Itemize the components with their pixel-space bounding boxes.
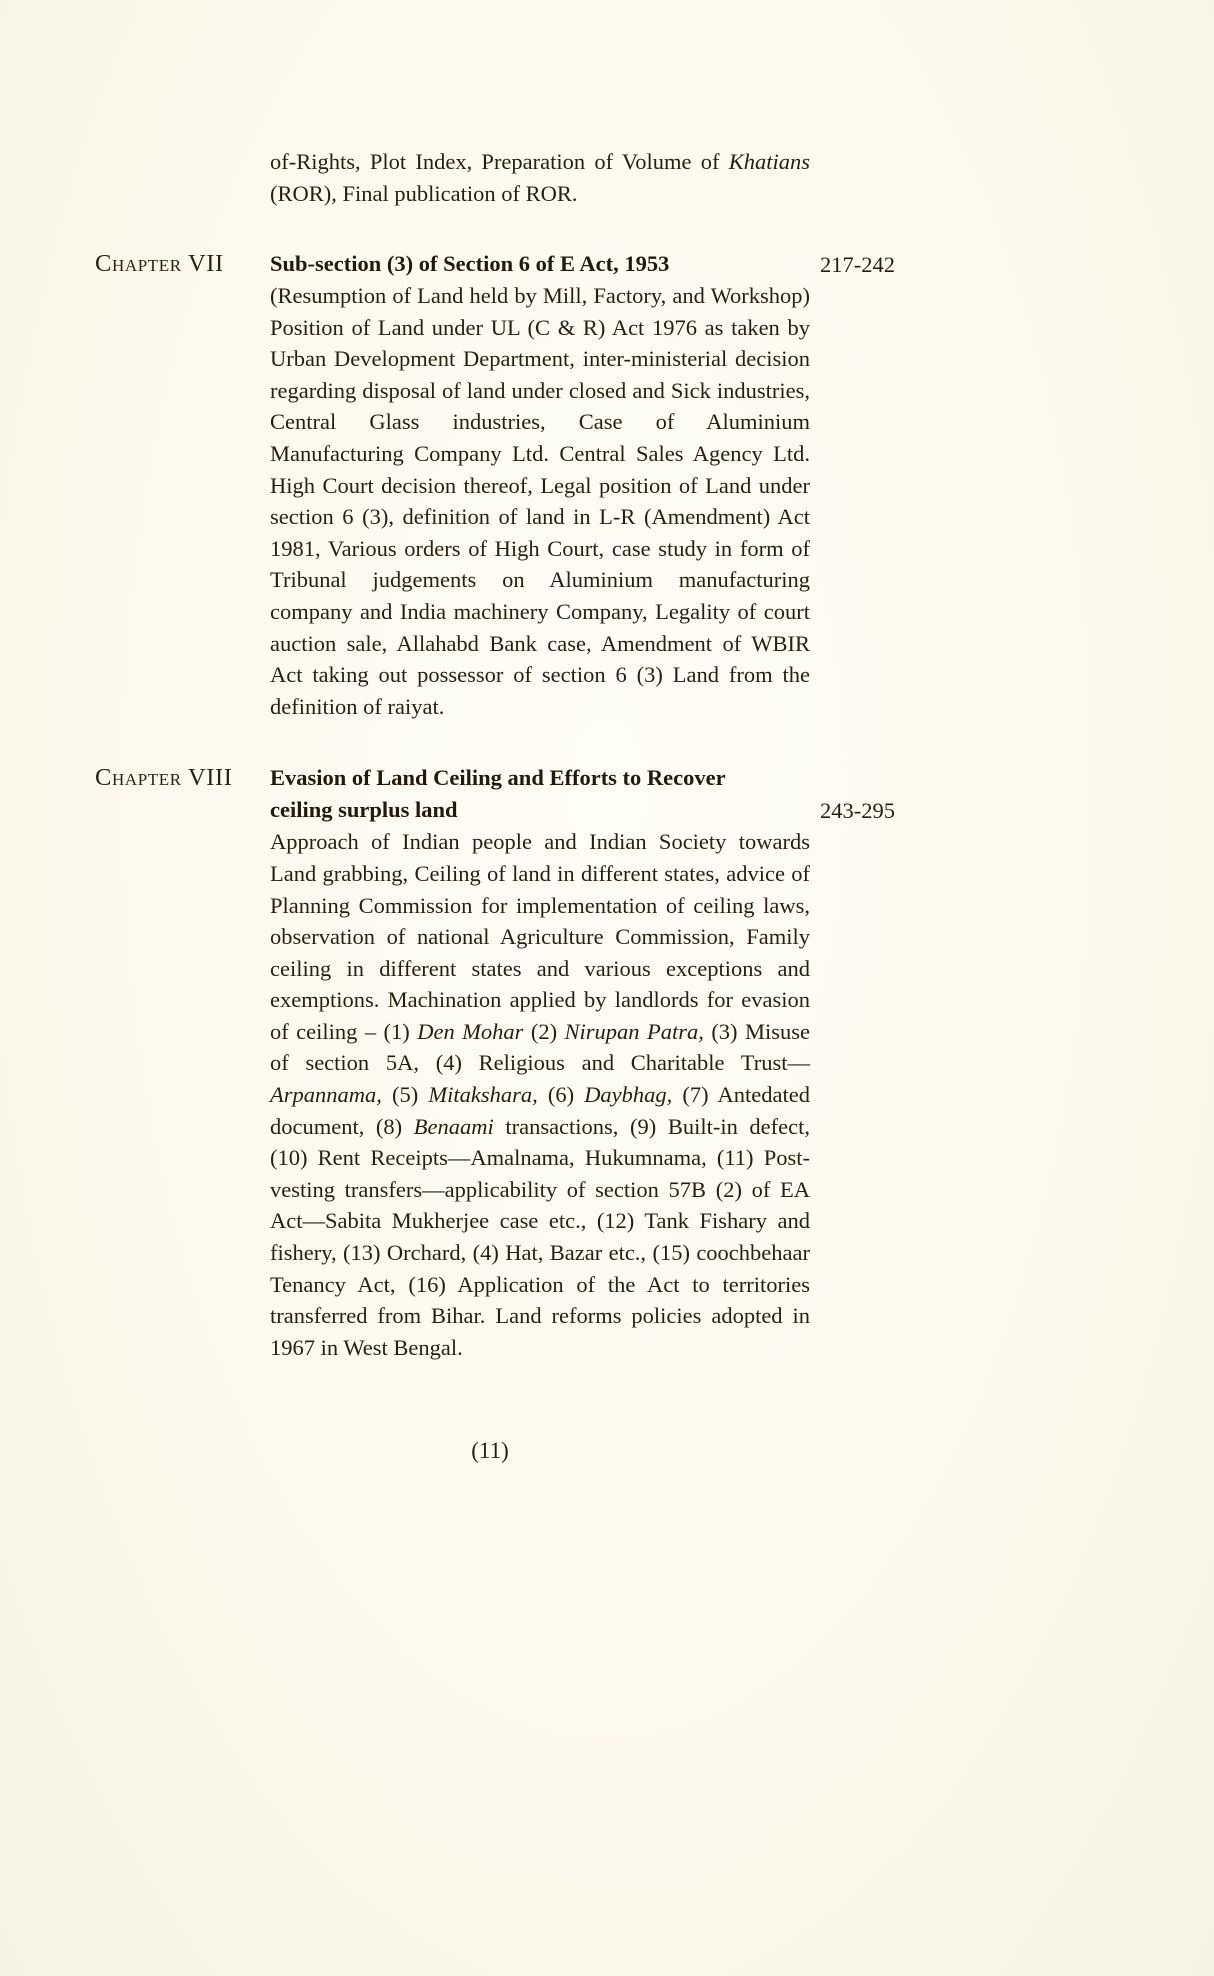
chapter-vii-entry — [95, 248, 1125, 722]
chapter-viii-page-range: 243-295 — [820, 798, 895, 824]
chapter-viii-label: Chapter VIII — [95, 764, 233, 792]
chapter-vii-page-range: 217-242 — [820, 252, 895, 277]
chapter-vii-title: Sub-section (3) of Section 6 of E Act, 1953 — [270, 251, 670, 276]
chapter-viii-description: Approach of Indian people and Indian Society towards Land grabbing, Ceiling of land in different states, advice of Planning Commission for implementation of ceiling laws, observation of national Agriculture Commission, Family ceiling in different states and various exceptions and exemptions. Machination applied by landlords for evasion of ceiling – (1) Den Mohar (2) Nirupan Patra, (3) Misuse of section 5A, (4) Religious and Charitable Trust—Arpannama, (5) Mitakshara, (6) Daybhag, (7) Antedated document, (8) Benaami transactions, (9) Built-in defect, (10) Rent Receipts—Amalnama, Hukumnama, (11) Post-vesting transfers—applicability of section 57B (2) of EA Act—Sabita Mukherjee case etc., (12) Tank Fishary and fishery, (13) Orchard, (4) Hat, Bazar etc., (15) coochbehaar Tenancy Act, (16) Application of the Act to territories transferred from Bihar. Land reforms policies adopted in 1967 in West Bengal. — [270, 829, 810, 1360]
chapter-viii-title-line2: ceiling surplus land — [270, 797, 458, 823]
page-number: (11) — [471, 1438, 509, 1463]
chapter-viii-title — [270, 762, 810, 826]
chapter-vii-text — [270, 248, 810, 722]
chapter-viii-text — [270, 762, 810, 1363]
page-content — [95, 0, 1125, 1363]
chapter-viii-title-line1: Evasion of Land Ceiling and Efforts to Recover — [270, 765, 726, 791]
continuation-paragraph: of-Rights, Plot Index, Preparation of Volume of Khatians (ROR), Final publication of ROR. — [270, 149, 810, 206]
chapter-vii-description: (Resumption of Land held by Mill, Factory, and Workshop) Position of Land under UL (C & R) Act 1976 as taken by Urban Development Department, inter-ministerial decision regarding disposal of land under closed and Sick industries, Central Glass industries, Case of Aluminium Manufacturing Company Ltd. Central Sales Agency Ltd. High Court decision thereof, Legal position of Land under section 6 (3), definition of land in L-R (Amendment) Act 1981, Various orders of High Court, case study in form of Tribunal judgements on Aluminium manufacturing company and India machinery Company, Legality of court auction sale, Allahabd Bank case, Amendment of WBIR Act taking out possessor of section 6 (3) Land from the definition of raiyat. — [270, 283, 810, 719]
chapter-viii-entry — [95, 762, 1125, 1363]
chapter-vii-label: Chapter VII — [95, 250, 224, 277]
